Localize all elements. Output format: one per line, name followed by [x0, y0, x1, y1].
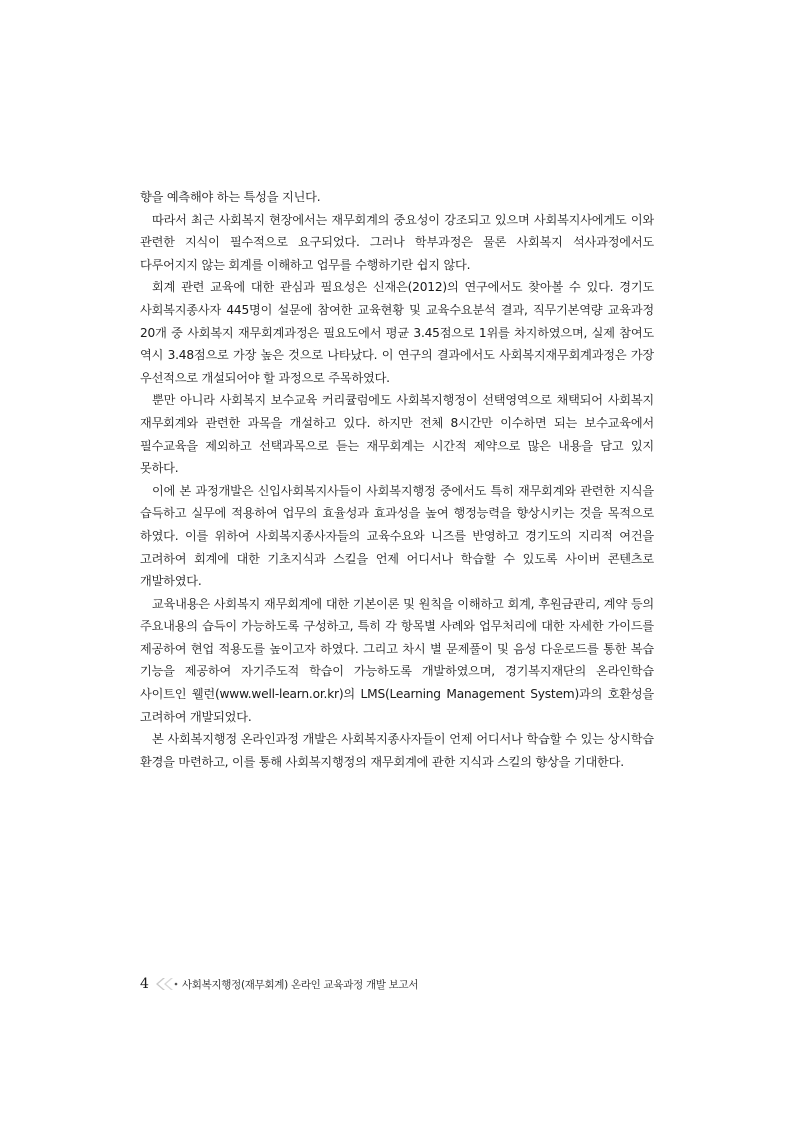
- paragraph: 이에 본 과정개발은 신입사회복지사들이 사회복지행정 중에서도 특히 재무회계와 관련한 지식을 습득하고 실무에 적용하여 업무의 효율성과 효과성을 높여 행정능력을 향상시키는 것을 목적으로 하였다. 이를 위하여 사회복지종사자들의 교육수요와 니즈를 반영하고 경기도의 지리적 여건을 고려하여 회계에 대한 기초지식과 스킬을 언제 어디서나 학습할 수 있도록 사이버 콘텐츠로 개발하였다.: [140, 483, 654, 589]
- page-number: 4: [140, 976, 149, 992]
- paragraph-continuation: 향을 예측해야 하는 특성을 지닌다.: [140, 190, 321, 204]
- paragraph: 교육내용은 사회복지 재무회계에 대한 기본이론 및 원칙을 이해하고 회계, 후원금관리, 계약 등의 주요내용의 습득이 가능하도록 구성하고, 특히 각 항목별 사례와 업무처리에 대한 자세한 가이드를 제공하여 현업 적용도를 높이고자 하였다. 그리고 차시 별 문제풀이 및 음성 다운로드를 통한 복습 기능을 제공하여 자기주도적 학습이 가능하도록 개발하였으며, 경기복지재단의 온라인학습 사이트인 웰런(www.well-learn.or.kr)의 LMS(Learning Management System)과의 호환성을 고려하여 개발되었다.: [140, 596, 654, 724]
- double-chevron-left-icon: [154, 977, 178, 991]
- paragraph: 회계 관련 교육에 대한 관심과 필요성은 신재은(2012)의 연구에서도 찾아볼 수 있다. 경기도 사회복지종사자 445명이 설문에 참여한 교육현황 및 교육수요분석 결과, 직무기본역량 교육과정 20개 중 사회복지 재무회계과정은 필요도에서 평균 3.45점으로 1위를 차지하였으며, 실제 참여도 역시 3.48점으로 가장 높은 것으로 나타났다. 이 연구의 결과에서도 사회복지재무회계과정은 가장 우선적으로 개설되어야 할 과정으로 주목하였다.: [140, 280, 654, 385]
- body-text: [140, 186, 654, 773]
- paragraph: 뿐만 아니라 사회복지 보수교육 커리큘럼에도 사회복지행정이 선택영역으로 채택되어 사회복지 재무회계와 관련한 과목을 개설하고 있다. 하지만 전체 8시간만 이수하면 되는 보수교육에서 필수교육을 제외하고 선택과목으로 듣는 재무회계는 시간적 제약으로 많은 내용을 담고 있지 못하다.: [140, 393, 654, 476]
- paragraph: 본 사회복지행정 온라인과정 개발은 사회복지종사자들이 언제 어디서나 학습할 수 있는 상시학습 환경을 마련하고, 이를 통해 사회복지행정의 재무회계에 관한 지식과 스킬의 향상을 기대한다.: [140, 732, 654, 769]
- page-footer: [140, 974, 418, 994]
- footer-report-title: 사회복지행정(재무회계) 온라인 교육과정 개발 보고서: [181, 978, 419, 991]
- paragraph: 따라서 최근 사회복지 현장에서는 재무회계의 중요성이 강조되고 있으며 사회복지사에게도 이와 관련한 지식이 필수적으로 요구되었다. 그러나 학부과정은 물론 사회복지 석사과정에서도 다루어지지 않는 회계를 이해하고 업무를 수행하기란 쉽지 않다.: [140, 212, 654, 272]
